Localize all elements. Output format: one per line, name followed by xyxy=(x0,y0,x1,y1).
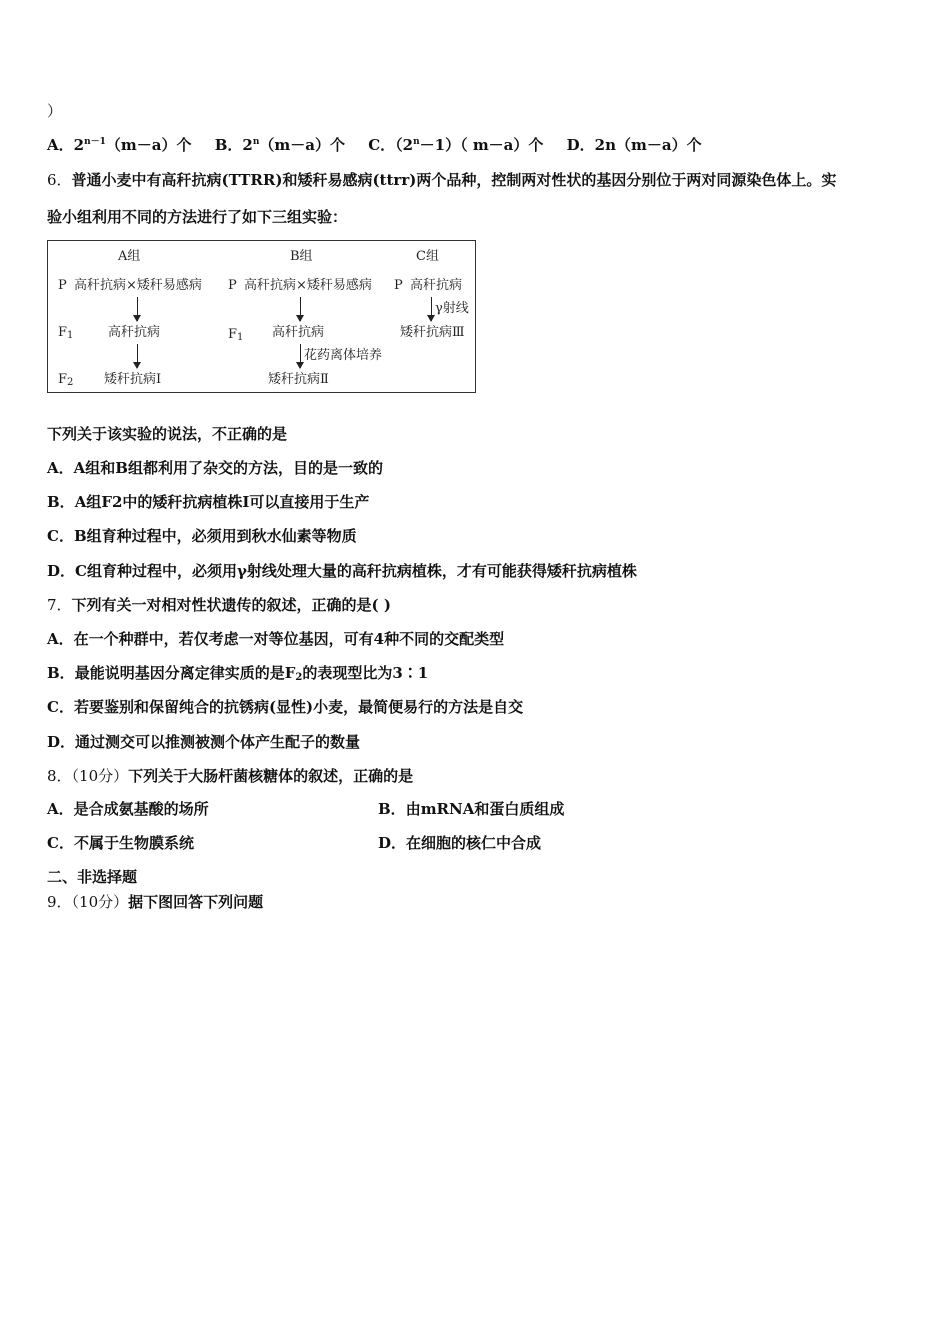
c-gamma-ray-step: γ射线 xyxy=(435,301,469,316)
q5-options-row xyxy=(47,135,702,155)
option-c[interactable]: C．$(2^n-1)$（ m－a）个 xyxy=(368,136,544,154)
breeding-experiment-diagram xyxy=(47,240,476,393)
q7-option-c[interactable]: C．若要鉴别和保留纯合的抗锈病(显性)小麦，最简便易行的方法是自交 xyxy=(47,698,524,716)
q6-stem-line2: 验小组利用不同的方法进行了如下三组实验： xyxy=(47,208,348,226)
arrow-b2 xyxy=(300,344,301,368)
q6-question: 下列关于该实验的说法，不正确的是 xyxy=(47,425,288,443)
p-label-b: P xyxy=(228,278,237,293)
section-title: 二、非选择题 xyxy=(47,868,138,886)
p-label-a: P xyxy=(58,278,67,293)
q7-option-b[interactable]: B．最能说明基因分离定律实质的是$F_2$的表现型比为3∶1 xyxy=(47,664,429,683)
q7-option-d[interactable]: D．通过测交可以推测被测个体产生配子的数量 xyxy=(47,733,361,751)
q7-stem: 7．下列有关一对相对性状遗传的叙述，正确的是( ) xyxy=(47,596,391,614)
q8-stem: 8．（10分）下列关于大肠杆菌核糖体的叙述，正确的是 xyxy=(47,767,414,785)
b-anther-culture-step: 花药离体培养 xyxy=(304,348,383,363)
q9-stem: 9．（10分）据下图回答下列问题 xyxy=(47,893,264,911)
a-parent-cross: 高秆抗病×矮秆易感病 xyxy=(74,278,202,293)
arrow-a1 xyxy=(137,297,138,321)
b-f1-result: 高秆抗病 xyxy=(272,325,325,340)
group-a-label: A组 xyxy=(118,249,141,264)
a-f1-result: 高秆抗病 xyxy=(108,325,161,340)
group-c-label: C组 xyxy=(416,249,439,264)
a-f2-result: 矮秆抗病Ⅰ xyxy=(104,372,162,387)
arrow-b1 xyxy=(300,297,301,321)
option-d[interactable]: D．2n（m－a）个 xyxy=(566,136,702,154)
option-b[interactable]: B．$2^n(m-a)$个 xyxy=(214,136,345,154)
b-f2-result: 矮秆抗病Ⅱ xyxy=(268,372,329,387)
q7-option-a[interactable]: A．在一个种群中，若仅考虑一对等位基因，可有4种不同的交配类型 xyxy=(47,630,505,648)
question-continuation: ） xyxy=(47,102,63,120)
b-parent-cross: 高秆抗病×矮秆易感病 xyxy=(244,278,372,293)
q6-option-d[interactable]: D．C组育种过程中，必须用γ射线处理大量的高秆抗病植株，才有可能获得矮秆抗病植株 xyxy=(47,562,637,580)
q8-option-c[interactable]: C．不属于生物膜系统 xyxy=(47,834,194,852)
option-a[interactable]: A．$2^{n-1}(m-a)$个 xyxy=(47,136,192,154)
q6-stem-line1: 6．普通小麦中有高秆抗病(TTRR)和矮秆易感病(ttrr)两个品种，控制两对性状的基因分别位于两对同源染色体上。实 xyxy=(47,171,837,189)
f1-label-b: $F_1$ xyxy=(228,327,244,343)
q6-option-b[interactable]: B．A组F2中的矮秆抗病植株Ⅰ可以直接用于生产 xyxy=(47,493,370,511)
q6-option-c[interactable]: C．B组育种过程中，必须用到秋水仙素等物质 xyxy=(47,527,357,545)
c-result: 矮秆抗病Ⅲ xyxy=(400,325,465,340)
q8-option-a[interactable]: A．是合成氨基酸的场所 xyxy=(47,800,209,818)
arrow-c1 xyxy=(431,297,432,321)
group-b-label: B组 xyxy=(290,249,313,264)
arrow-a2 xyxy=(137,344,138,368)
p-label-c: P xyxy=(394,278,403,293)
f2-label-a: $F_2$ xyxy=(58,372,74,388)
q8-option-b[interactable]: B．由mRNA和蛋白质组成 xyxy=(378,800,565,818)
f1-label-a: $F_1$ xyxy=(58,325,74,341)
q6-option-a[interactable]: A．A组和B组都利用了杂交的方法，目的是一致的 xyxy=(47,459,383,477)
c-parent: 高秆抗病 xyxy=(410,278,463,293)
q8-option-d[interactable]: D．在细胞的核仁中合成 xyxy=(378,834,542,852)
